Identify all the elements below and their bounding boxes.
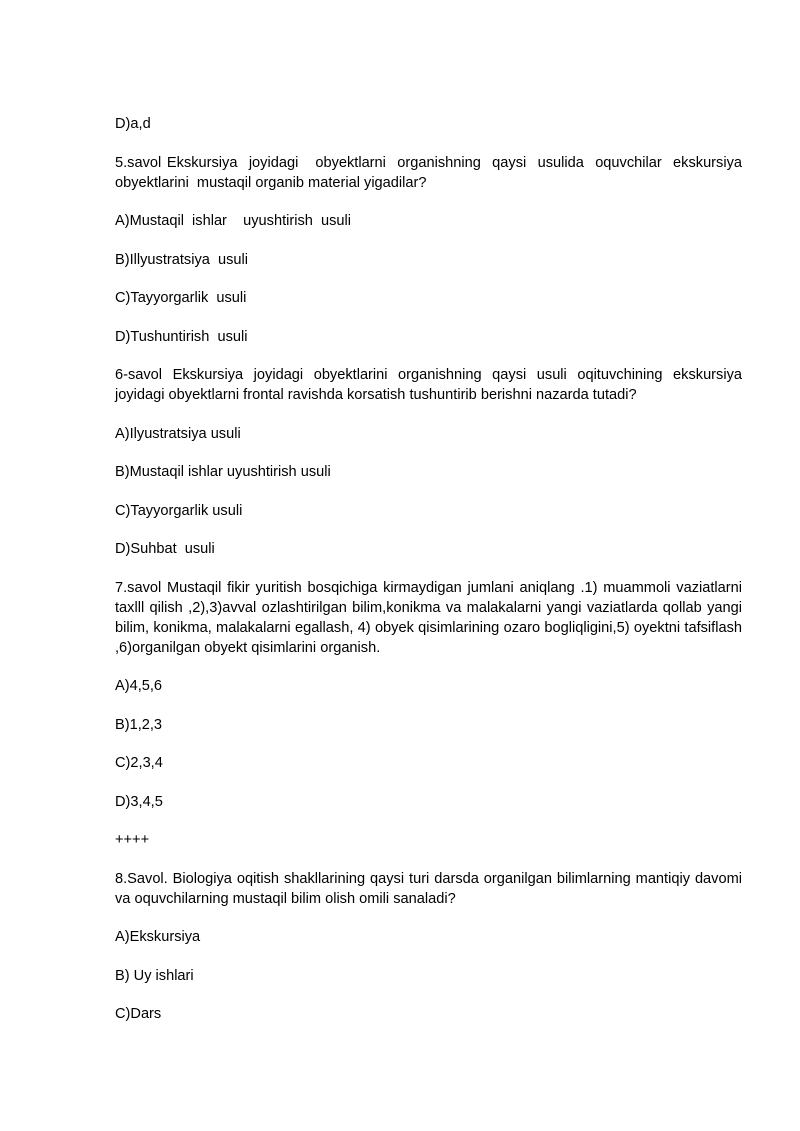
answer-option: A)Ilyustratsiya usuli xyxy=(115,425,241,442)
question-text: 8.Savol. Biologiya oqitish shakllarining qaysi turi darsda organilgan bilimlarning mantiqiy davomi va oquvchilarning mustaqil bilim olish omili sanaladi? xyxy=(115,870,747,907)
question-text: 6-savol Ekskursiya joyidagi obyektlarini organishning qaysi usuli oqituvchining ekskursiya joyidagi obyektlarni frontal ravishda korsatish tushuntirib berishni nazarda tutadi? xyxy=(115,367,747,403)
question-text: 7.savol Mustaqil fikir yuritish bosqichiga kirmaydigan jumlani aniqlang .1) muammoli vaziatlarni taxlll qilish ,2),3)avval ozlashtirilgan bilim,konikma va malakalarni yangi vaziatlarda qollab yangi bilim, konikma, malakalarni egallash, 4) obyek qisimlarining ozaro bogliqligini,5) oyektni tafsiflash ,6)organilgan obyekt qisimlarini organish. xyxy=(115,579,747,656)
answer-option: C)Dars xyxy=(115,1006,162,1022)
answer-option: A)Ekskursiya xyxy=(115,929,201,945)
answer-option: A)4,5,6 xyxy=(115,678,163,694)
answer-option: A)Mustaqil ishlar uyushtirish usuli xyxy=(115,213,352,229)
separator-text: ++++ xyxy=(115,832,150,848)
answer-option: C)Tayyorgarlik usuli xyxy=(115,502,243,519)
answer-option: C)2,3,4 xyxy=(115,755,163,771)
answer-option: D)Suhbat usuli xyxy=(115,541,215,557)
document-page xyxy=(115,114,747,1043)
answer-option: D)Tushuntirish usuli xyxy=(115,328,248,345)
answer-option: D)3,4,5 xyxy=(115,793,163,810)
answer-option: C)Tayyorgarlik usuli xyxy=(115,290,247,306)
answer-option: B)1,2,3 xyxy=(115,716,163,733)
answer-option: D)a,d xyxy=(115,116,151,132)
answer-option: B)Illyustratsiya usuli xyxy=(115,251,249,268)
question-text: 5.savol Ekskursiya joyidagi obyektlarni organishning qaysi usulida oquvchilar ekskursiya obyektlarini mustaqil organib material yigadilar? xyxy=(115,154,747,191)
answer-option: B)Mustaqil ishlar uyushtirish usuli xyxy=(115,464,331,480)
answer-option: B) Uy ishlari xyxy=(115,967,194,984)
